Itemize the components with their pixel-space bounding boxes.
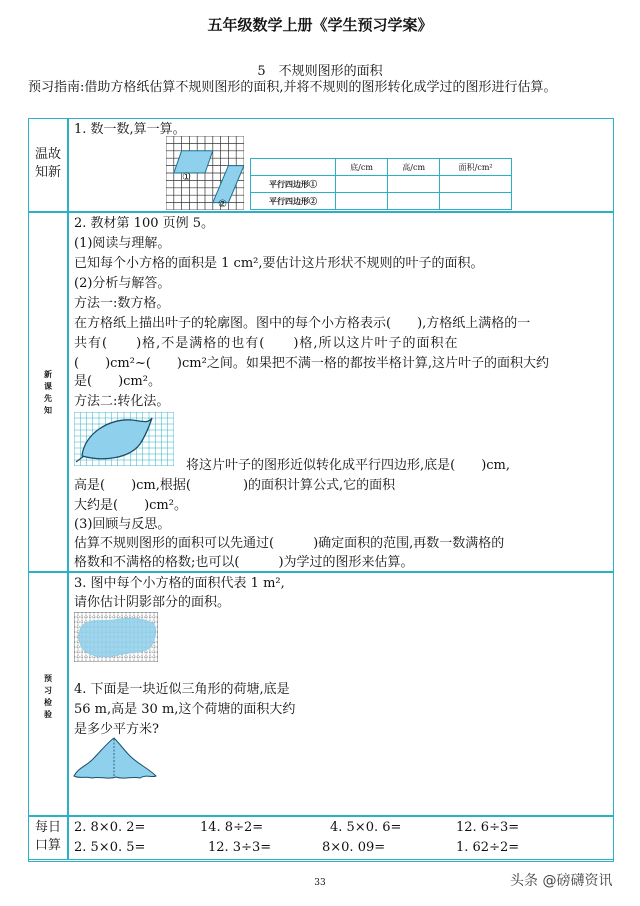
table-header-cell: 底/cm <box>336 159 388 176</box>
convert-line-2: 高是( )cm,根据( )的面积计算公式,它的面积 <box>74 478 396 493</box>
table-header-cell: 面积/cm² <box>440 159 512 176</box>
page-title: 五年级数学上册《学生预习学案》 <box>207 16 433 34</box>
parallelogram-table <box>250 158 512 210</box>
table-row <box>251 176 512 193</box>
lesson-line: 方法一:数方格。 <box>74 296 170 311</box>
question-4-line-1: 4. 下面是一块近似三角形的荷塘,底是 <box>74 682 290 697</box>
table-cell[interactable] <box>388 176 440 193</box>
lotus-pond-figure <box>72 736 158 780</box>
lesson-line: (1)阅读与理解。 <box>74 236 171 251</box>
convert-line-1: 将这片叶子的图形近似转化成平行四边形,底是( )cm, <box>186 458 511 473</box>
daily-calc-item: 8×0. 09= <box>322 840 386 855</box>
lesson-line: ( )cm²~( )cm²之间。如果把不满一格的都按半格计算,这片叶子的面积大约 <box>74 356 549 371</box>
reflect-line-2: 格数和不满格的格数;也可以( )为学过的图形来估算。 <box>74 555 414 570</box>
shaded-area-grid-figure <box>74 612 158 662</box>
lesson-line: 方法二:转化法。 <box>74 394 170 409</box>
parallelogram-grid-figure <box>166 136 244 210</box>
table-cell[interactable] <box>440 193 512 210</box>
table-cell: 平行四边形② <box>251 193 336 210</box>
table-cell: 平行四边形① <box>251 176 336 193</box>
daily-calc-item: 2. 8×0. 2= <box>74 820 146 835</box>
table-cell[interactable] <box>336 193 388 210</box>
section-review-label: 温故知新 <box>34 147 61 180</box>
lesson-line: 2. 教材第 100 页例 5。 <box>74 216 215 231</box>
table-cell[interactable] <box>336 176 388 193</box>
reflect-line-1: 估算不规则图形的面积可以先通过( )确定面积的范围,再数一数满格的 <box>74 536 505 551</box>
question-4-line-3: 是多少平方米? <box>74 722 159 737</box>
question-3-line-1: 3. 图中每个小方格的面积代表 1 m², <box>74 576 285 591</box>
daily-calc-item: 12. 6÷3= <box>456 820 520 835</box>
page-number: 33 <box>314 878 326 888</box>
table-cell[interactable] <box>440 176 512 193</box>
lesson-line: 共有( )格,不是满格的也有( )格,所以这片叶子的面积在 <box>74 336 459 351</box>
preview-guide: 预习指南:借助方格纸估算不规则图形的面积,并将不规则的图形转化成学过的图形进行估算。 <box>28 80 557 95</box>
daily-calc-item: 4. 5×0. 6= <box>330 820 402 835</box>
question-4-line-2: 56 m,高是 30 m,这个荷塘的面积大约 <box>74 702 296 717</box>
reflect-heading: (3)回顾与反思。 <box>74 517 171 532</box>
table-header-row <box>251 159 512 176</box>
table-row <box>251 193 512 210</box>
section-daily-label: 每日口算 <box>34 820 61 853</box>
daily-calc-item: 1. 62÷2= <box>456 840 520 855</box>
table-header-cell <box>251 159 336 176</box>
figure-label-2: ② <box>218 199 227 210</box>
lesson-line: (2)分析与解答。 <box>74 276 171 291</box>
lesson-subtitle: 5 不规则图形的面积 <box>257 64 383 79</box>
lesson-line: 是( )cm²。 <box>74 374 161 389</box>
table-header-cell: 高/cm <box>388 159 440 176</box>
figure-label-1: ① <box>182 172 191 183</box>
leaf-grid-figure <box>74 412 174 466</box>
watermark-text: 头条 @磅礴资讯 <box>510 873 613 889</box>
convert-line-3: 大约是( )cm²。 <box>74 498 187 513</box>
table-cell[interactable] <box>388 193 440 210</box>
daily-calc-item: 12. 3÷3= <box>208 840 272 855</box>
question-3-line-2: 请你估计阴影部分的面积。 <box>74 595 231 610</box>
daily-calc-item: 14. 8÷2= <box>200 820 264 835</box>
lesson-line: 在方格纸上描出叶子的轮廓图。图中的每个小方格表示( ),方格纸上满格的一 <box>74 316 531 331</box>
lesson-line: 已知每个小方格的面积是 1 cm²,要估计这片形状不规则的叶子的面积。 <box>74 256 484 271</box>
section-new-label: 新课先知 <box>44 369 52 415</box>
review-question-1: 1. 数一数,算一算。 <box>74 122 186 137</box>
daily-calc-item: 2. 5×0. 5= <box>74 840 146 855</box>
section-check-label: 预习检验 <box>44 673 52 719</box>
